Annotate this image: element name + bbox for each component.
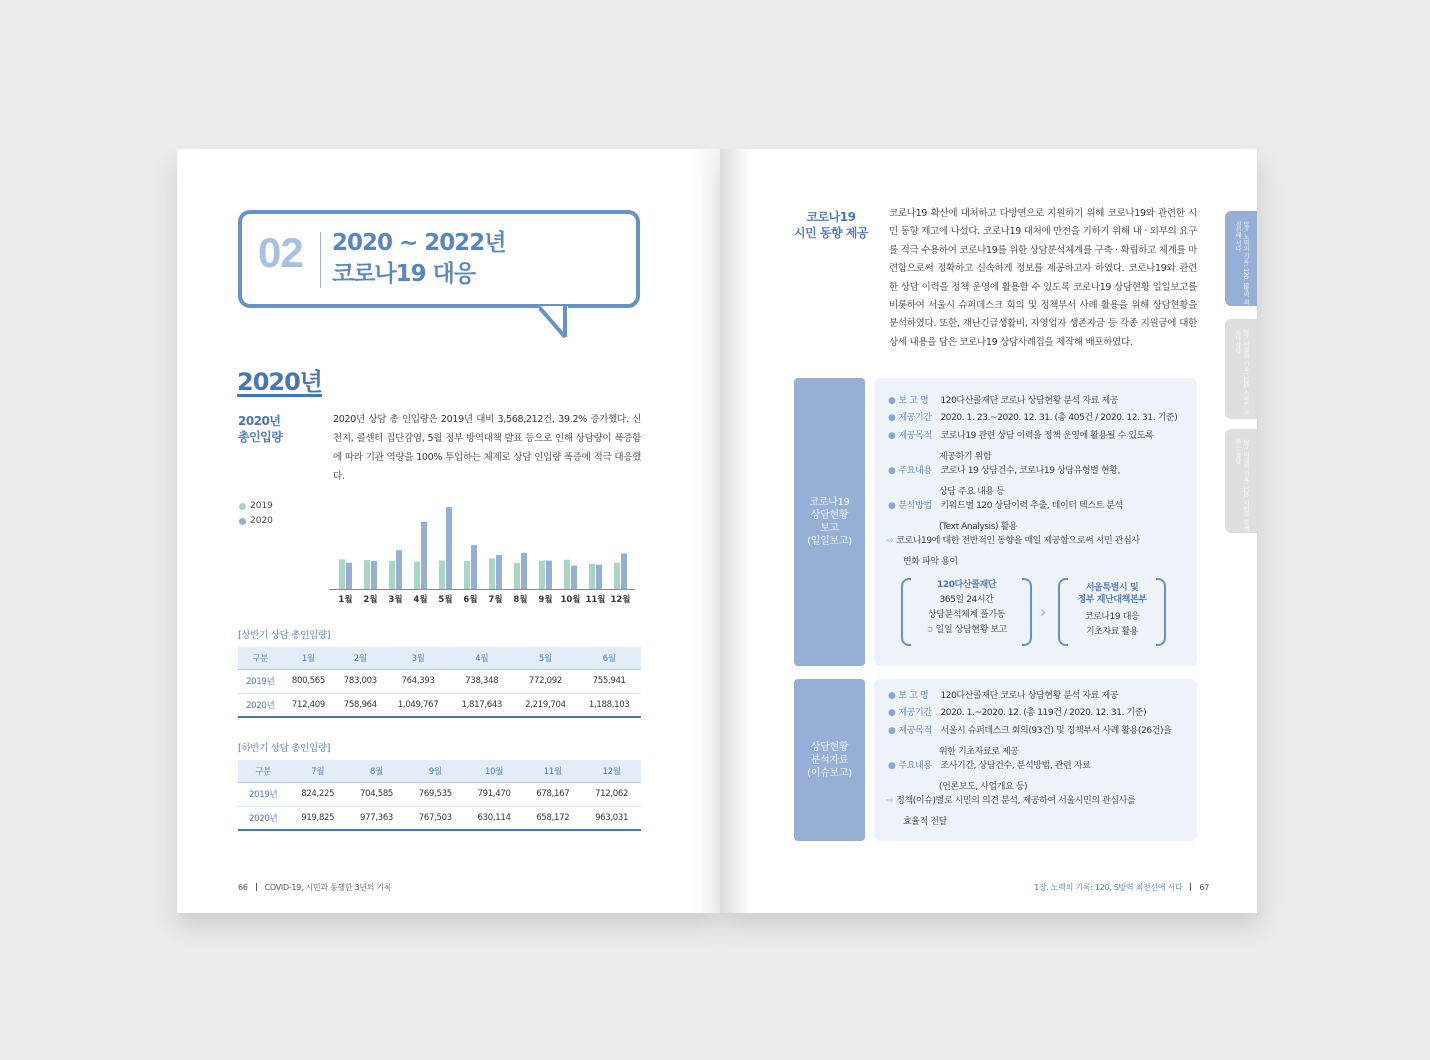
bar-2019-6 — [464, 561, 470, 589]
table-cell: 800,565 — [282, 669, 334, 693]
table-cell: 704,585 — [347, 782, 406, 806]
box2-item-key: 제공기간 — [898, 708, 932, 718]
bullet-icon: ● — [888, 501, 896, 511]
box1-item — [888, 393, 1118, 411]
legend-item-2020 — [239, 514, 273, 529]
bar-2020-4 — [421, 522, 427, 589]
x-tick-label: 5월 — [438, 595, 453, 605]
arrow-right-icon: ⇨ — [886, 796, 894, 806]
table-cell: 712,062 — [582, 782, 641, 806]
bullet-icon: ● — [888, 466, 896, 476]
right-footer — [1034, 882, 1209, 893]
footer-separator — [256, 883, 257, 891]
gutter-shadow-right — [720, 149, 750, 913]
flow-left-line: 365일 24시간 — [939, 595, 994, 605]
section-paragraph: 코로나19 확산에 대처하고 다방면으로 지원하기 위해 코로나19와 관련한 시민 동향 제고에 나섰다. 코로나19 대처에 만전을 기하기 위해 내 · 외부의 요구를 적극 수용하여 코로나19를 위한 상담분석체계를 구축 · 확립하고 체계를 마련함으로써 정확하고 신속하게 정보를 제공하고자 하였다. 코로나19와 관련한 상담 이력을 정책 운영에 활용할 수 있도록 코로나19 상담현황 일일보고를 비롯하여 서울시 슈퍼데스크 회의 및 정책부서 사례 활용을 위해 상담현황을 분석하였다. 또한, 재난긴급생활비, 자영업자 생존자금 등 각종 지원금에 대한 상세 내용을 담은 코로나19 상담사례집을 제작해 배포하였다. — [889, 208, 1197, 348]
table2-header: 구분 — [238, 760, 288, 782]
table2-header: 9월 — [406, 760, 465, 782]
box1-label-line: (일일보고) — [807, 536, 852, 547]
bar-2020-8 — [521, 553, 527, 589]
bar-2020-10 — [571, 566, 577, 589]
chapter-divider — [320, 232, 321, 288]
left-footer — [238, 882, 391, 893]
x-tick-label: 9월 — [538, 595, 553, 605]
bar-2020-7 — [496, 555, 502, 589]
box2-item-value: 조사기간, 상담건수, 분석방법, 관련 자료 — [940, 761, 1091, 771]
left-page-number: 66 — [238, 883, 248, 892]
box1-item-continuation: 제공하기 위함 — [939, 452, 992, 462]
bullet-icon: ● — [888, 726, 896, 736]
box1-item-continuation: (Text Analysis) 활용 — [939, 522, 1018, 532]
table2-header-row — [238, 760, 641, 782]
table1-header: 4월 — [450, 647, 514, 669]
bar-2020-5 — [446, 507, 452, 589]
bar-2020-11 — [596, 565, 602, 589]
table1-header: 3월 — [386, 647, 450, 669]
table-cell: 758,964 — [334, 693, 386, 717]
box2-outcome-continuation: 효율적 전달 — [903, 817, 947, 827]
box1-item — [888, 428, 1153, 446]
bar-2019-4 — [414, 562, 420, 589]
bar-2020-1 — [346, 563, 352, 589]
chapter-tab-3-label: 3장. 미래의 기록: 120, 시민과 함께 하는 상담 — [1234, 439, 1249, 532]
table-cell: 963,031 — [582, 806, 641, 830]
flow-right-title-line2: 정부 재난대책본부 — [1077, 595, 1147, 605]
x-tick-label: 8월 — [513, 595, 528, 605]
table-cell: 764,393 — [386, 669, 450, 693]
table2-header: 12월 — [582, 760, 641, 782]
box1-body — [874, 378, 1197, 666]
chevron-right-icon: › — [1040, 602, 1047, 621]
chapter-tab-1[interactable] — [1225, 211, 1257, 306]
flow-box-right — [1058, 578, 1166, 646]
box1-item-key: 제공목적 — [898, 431, 932, 441]
table-cell: 769,535 — [406, 782, 465, 806]
right-page — [720, 149, 1257, 913]
table-cell: 919,825 — [288, 806, 347, 830]
intake-label-line2: 총인입량 — [238, 430, 283, 444]
legend-label-2019: 2019 — [250, 501, 273, 511]
bracket-left — [1058, 578, 1068, 646]
table-cell: 2019년 — [238, 782, 288, 806]
bar-2019-12 — [614, 563, 620, 589]
box1-item-value: 키워드별 120 상담이력 추출, 데이터 텍스트 분석 — [940, 501, 1123, 511]
gutter-shadow-left — [690, 149, 720, 913]
box1-item-continuation: 상담 주요 내용 등 — [939, 487, 1005, 497]
section-label-line1: 코로나19 — [806, 210, 856, 224]
table-cell: 2020년 — [238, 693, 282, 717]
flow-left-title: 120다산콜재단 — [936, 580, 997, 590]
box2-outcome-text: 정책(이슈)별로 시민의 의견 분석, 제공하여 서울시민의 관심사를 — [896, 796, 1136, 806]
table1-header: 5월 — [514, 647, 578, 669]
bullet-icon: ● — [888, 431, 896, 441]
box1-label-line: 상담현황 — [810, 510, 849, 521]
box1-item-key: 보 고 명 — [898, 396, 929, 406]
table2 — [238, 760, 641, 831]
flow-right-title — [1058, 582, 1166, 606]
x-tick-label: 6월 — [463, 595, 478, 605]
intake-label — [238, 413, 282, 445]
box2-item-value: 120다산콜재단 코로나 상담현황 분석 자료 제공 — [940, 691, 1119, 701]
box1-item-key: 주요내용 — [898, 466, 932, 476]
bar-2019-5 — [439, 561, 445, 590]
bracket-left — [901, 578, 911, 646]
bar-2019-1 — [339, 559, 345, 589]
x-tick-label: 2월 — [363, 595, 378, 605]
intake-label-line1: 2020년 — [238, 414, 281, 428]
box2-item-key: 주요내용 — [898, 761, 932, 771]
box1-item — [888, 463, 1120, 481]
intake-paragraph: 2020년 상담 총 인입량은 2019년 대비 3,568,212건, 39.2% 증가했다. 신천지, 콜센터 집단감염, 5월 정부 방역대책 발표 등으로 인해 상담량이 폭증함에 따라 기관 역량을 100% 투입하는 체제로 상담 인입량 폭증에 적극 대응했다. — [333, 414, 641, 482]
table-row — [238, 693, 641, 717]
table-cell: 772,092 — [514, 669, 578, 693]
box2-item-value: 서울시 슈퍼데스크 회의(93건) 및 정책부서 사례 활용(26건)을 — [940, 726, 1172, 736]
table-cell: 1,049,767 — [386, 693, 450, 717]
x-tick-label: 10월 — [560, 595, 581, 605]
left-footer-title: COVID-19, 시민과 동행한 3년의 기록 — [264, 883, 392, 892]
bar-2019-11 — [589, 564, 595, 589]
table-cell: 2020년 — [238, 806, 288, 830]
box2-item-value: 2020. 1.~2020. 12. (총 119건 / 2020. 12. 31. 기준) — [940, 708, 1147, 718]
chapter-tab-1-label: 1장. 노력의 기록: 120, S방역 최전선에 서다 — [1234, 221, 1249, 306]
box1-item-value: 코로나 19 상담건수, 코로나19 상담유형별 현황, — [940, 466, 1120, 476]
bar-2019-3 — [389, 561, 395, 589]
table2-header: 10월 — [465, 760, 524, 782]
chapter-tab-2-label: 2장. 변화의 기록: 120, 스마트 코로나 상담 — [1234, 329, 1249, 416]
chapter-number: 02 — [258, 229, 303, 276]
bullet-icon: ● — [888, 396, 896, 406]
bar-2019-2 — [364, 560, 370, 589]
table-row — [238, 806, 641, 830]
box1-item-key: 분석방법 — [898, 501, 932, 511]
flow-box-left — [901, 578, 1032, 646]
table1-header: 2월 — [334, 647, 386, 669]
box1-label-line: 보고 — [820, 523, 839, 534]
box2-label — [794, 679, 865, 841]
bullet-icon: ● — [888, 413, 896, 423]
box2-item — [888, 758, 1090, 776]
table1-caption: [상반기 상담 총인입량] — [238, 630, 331, 641]
box1-outcome — [886, 533, 1140, 551]
table-row — [238, 669, 641, 693]
right-page-number: 67 — [1199, 883, 1209, 892]
table2-caption: [하반기 상담 총인입량] — [238, 743, 331, 754]
chapter-title — [332, 228, 506, 290]
right-footer-title: 1장. 노력의 기록: 120, S방역 최전선에 서다 — [1034, 883, 1183, 892]
x-tick-label: 1월 — [338, 595, 353, 605]
table-cell: 977,363 — [347, 806, 406, 830]
box1-label — [794, 378, 865, 666]
circle-arrow-icon: ➲ — [926, 625, 934, 635]
chart-legend — [239, 499, 273, 529]
x-tick-label: 3월 — [388, 595, 403, 605]
chapter-title-line2: 코로나19 대응 — [332, 261, 476, 287]
table-cell: 755,941 — [577, 669, 641, 693]
flow-right-line: 기초자료 활용 — [1085, 627, 1139, 637]
table-cell: 2019년 — [238, 669, 282, 693]
bullet-icon: ● — [888, 761, 896, 771]
table2-header: 11월 — [523, 760, 582, 782]
table1-header: 6월 — [577, 647, 641, 669]
table1-header: 1월 — [282, 647, 334, 669]
box2-label-line: 분석자료 — [810, 754, 849, 766]
table2-header: 8월 — [347, 760, 406, 782]
bar-2020-3 — [396, 550, 402, 589]
bullet-icon: ● — [888, 691, 896, 701]
box2-item — [888, 688, 1118, 706]
table-cell: 678,167 — [523, 782, 582, 806]
legend-swatch-2020 — [239, 518, 246, 525]
table-cell: 2,219,704 — [514, 693, 578, 717]
bubble-tail — [539, 306, 573, 340]
box2-outcome — [886, 793, 1135, 811]
chapter-tab-3[interactable] — [1225, 429, 1257, 533]
bracket-right — [1022, 578, 1032, 646]
table2-header: 7월 — [288, 760, 347, 782]
box2-label-line: (이슈보고) — [807, 767, 852, 779]
bracket-right — [1156, 578, 1166, 646]
table-cell: 767,503 — [406, 806, 465, 830]
table-cell: 712,409 — [282, 693, 334, 717]
bar-2020-6 — [471, 545, 477, 589]
bar-2020-9 — [546, 561, 552, 589]
table1-header: 구분 — [238, 647, 282, 669]
table-cell: 824,225 — [288, 782, 347, 806]
bar-2020-12 — [621, 553, 627, 589]
box1-label-line: 코로나19 — [809, 497, 850, 508]
bar-2019-9 — [539, 561, 545, 589]
flow-left-line3: 일일 상담현황 보고 — [935, 625, 1007, 635]
table-cell: 738,348 — [450, 669, 514, 693]
box2-item — [888, 705, 1146, 723]
bullet-icon: ● — [888, 708, 896, 718]
box1-item-value: 120다산콜재단 코로나 상담현황 분석 자료 제공 — [940, 396, 1119, 406]
box2-item-key: 보 고 명 — [898, 691, 929, 701]
box2-item — [888, 723, 1171, 741]
flow-left-line — [901, 623, 1032, 638]
section-label — [794, 209, 868, 241]
box2-item-key: 제공목적 — [898, 726, 932, 736]
table-row — [238, 782, 641, 806]
table-cell: 630,114 — [465, 806, 524, 830]
table1 — [238, 647, 641, 718]
x-tick-label: 7월 — [488, 595, 503, 605]
table-cell: 1,817,643 — [450, 693, 514, 717]
legend-swatch-2019 — [239, 503, 246, 510]
bar-2019-10 — [564, 560, 570, 589]
footer-separator — [1190, 883, 1191, 891]
box1-item — [888, 410, 1177, 428]
arrow-right-icon: ⇨ — [886, 536, 894, 546]
box1-item-key: 제공기간 — [898, 413, 932, 423]
box1-item — [888, 498, 1123, 516]
bar-2019-7 — [489, 559, 495, 590]
x-tick-label: 12월 — [610, 595, 631, 605]
table1-header-row — [238, 647, 641, 669]
chapter-tab-2[interactable] — [1225, 319, 1257, 419]
legend-label-2020: 2020 — [250, 516, 273, 526]
bar-2019-8 — [514, 563, 520, 589]
table-cell: 791,470 — [465, 782, 524, 806]
x-tick-label: 11월 — [585, 595, 606, 605]
box2-body — [874, 679, 1197, 841]
left-page — [177, 149, 720, 913]
chapter-title-bubble — [238, 210, 640, 308]
intake-bar-chart — [327, 499, 647, 609]
flow-left-line: 상담분석체계 풀가동 — [927, 610, 1006, 620]
x-tick-label: 4월 — [413, 595, 428, 605]
chapter-title-line1: 2020 ~ 2022년 — [332, 230, 506, 256]
bar-2020-2 — [371, 561, 377, 589]
box2-item-continuation: (언론보도, 사업개요 등) — [939, 782, 1028, 792]
box2-item-continuation: 위한 기초자료로 제공 — [939, 747, 1019, 757]
table-cell: 1,188,103 — [577, 693, 641, 717]
flow-right-title-line1: 서울특별시 및 — [1085, 583, 1139, 593]
legend-item-2019 — [239, 499, 273, 514]
box1-item-value: 2020. 1. 23.~2020. 12. 31. (총 405건 / 2020. 12. 31. 기준) — [940, 413, 1178, 423]
year-heading: 2020년 — [237, 368, 322, 396]
section-label-line2: 시민 동향 제공 — [794, 226, 868, 240]
table-cell: 658,172 — [523, 806, 582, 830]
box1-outcome-continuation: 변화 파악 용이 — [903, 557, 958, 567]
flow-right-line: 코로나19 대응 — [1084, 612, 1140, 622]
table-cell: 783,003 — [334, 669, 386, 693]
box1-outcome-text: 코로나19에 대한 전반적인 동향을 매일 제공함으로써 시민 관심사 — [896, 536, 1140, 546]
box1-item-value: 코로나19 관련 상담 이력을 정책 운영에 활용될 수 있도록 — [940, 431, 1154, 441]
box2-label-line: 상담현황 — [810, 741, 849, 753]
